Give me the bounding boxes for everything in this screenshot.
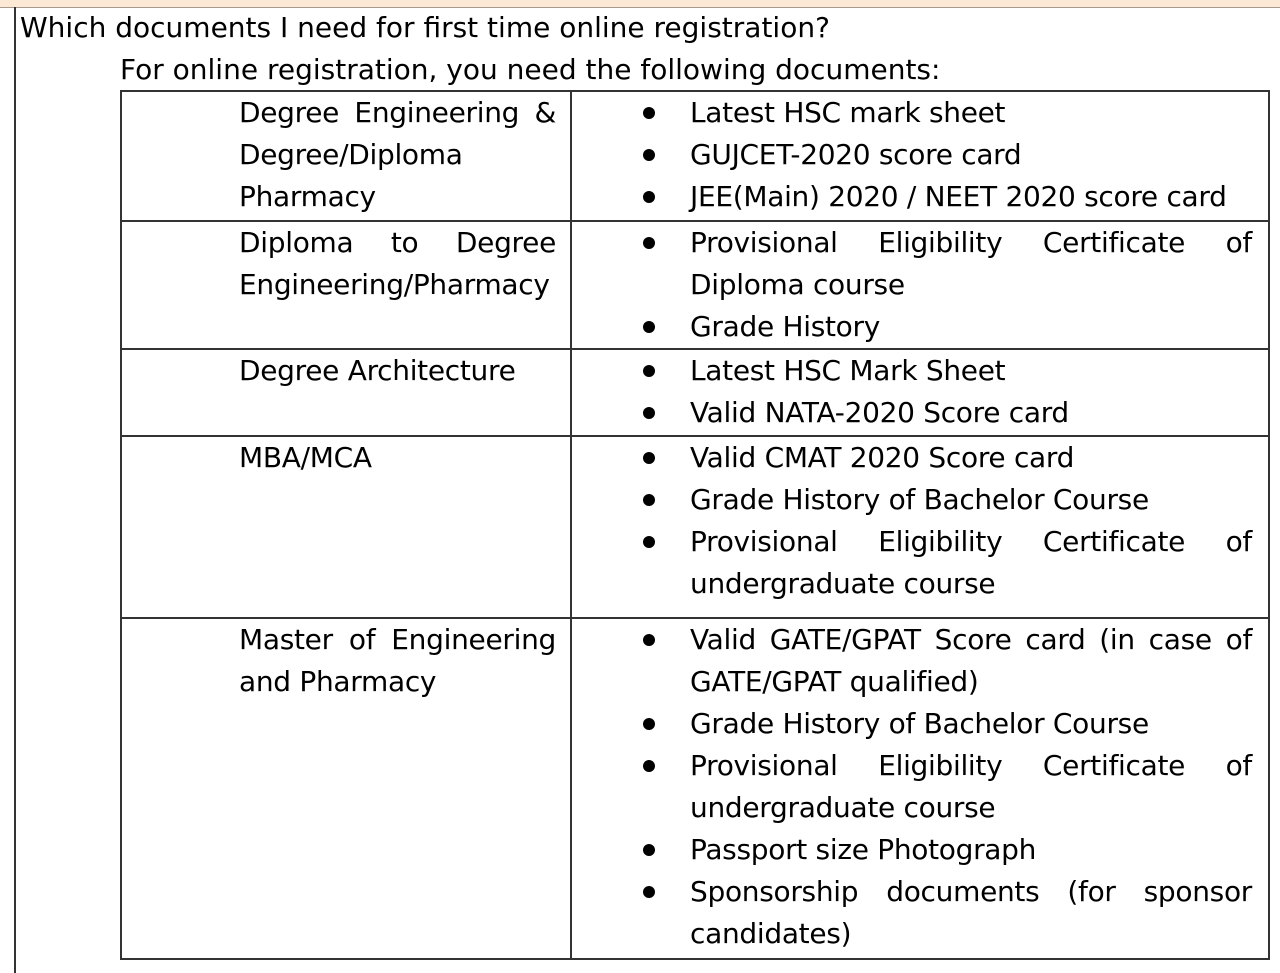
course-name: Degree Engineering & Degree/Diploma Pharmacy <box>239 96 556 213</box>
document-text: Latest HSC mark sheet <box>690 96 1006 129</box>
list-item <box>572 437 1268 479</box>
course-cell <box>121 618 571 959</box>
document-text: Sponsorship documents (for sponsor candidates) <box>690 875 1252 950</box>
list-item <box>572 176 1268 218</box>
documents-cell <box>571 618 1269 959</box>
documents-cell <box>571 221 1269 349</box>
documents-list <box>572 619 1268 955</box>
document-text: Valid NATA-2020 Score card <box>690 396 1069 429</box>
bullet-icon <box>643 237 655 249</box>
list-item <box>572 871 1268 955</box>
document-text: Grade History of Bachelor Course <box>690 707 1149 740</box>
bullet-icon <box>643 321 655 333</box>
document-text: GUJCET-2020 score card <box>690 138 1022 171</box>
table-row <box>121 436 1269 618</box>
list-item <box>572 350 1268 392</box>
course-name: MBA/MCA <box>239 441 372 474</box>
list-item <box>572 222 1268 306</box>
bullet-icon <box>643 886 655 898</box>
list-item <box>572 521 1268 605</box>
bullet-icon <box>643 407 655 419</box>
document-text: Provisional Eligibility Certificate of undergraduate course <box>690 525 1252 600</box>
documents-table <box>120 90 1270 960</box>
bullet-icon <box>643 844 655 856</box>
bullet-icon <box>643 452 655 464</box>
course-name: Diploma to Degree Engineering/Pharmacy <box>239 226 556 301</box>
table-row <box>121 91 1269 221</box>
document-text: Provisional Eligibility Certificate of Diploma course <box>690 226 1252 301</box>
document-text: Valid CMAT 2020 Score card <box>690 441 1075 474</box>
course-cell <box>121 91 571 221</box>
table-row <box>121 349 1269 436</box>
bullet-icon <box>643 494 655 506</box>
document-text: Passport size Photograph <box>690 833 1037 866</box>
list-item <box>572 703 1268 745</box>
document-text: Grade History of Bachelor Course <box>690 483 1149 516</box>
course-cell <box>121 349 571 436</box>
bullet-icon <box>643 634 655 646</box>
faq-question: Which documents I need for first time online registration? <box>20 11 830 44</box>
course-name: Degree Architecture <box>239 354 516 387</box>
faq-answer-intro: For online registration, you need the following documents: <box>120 53 941 86</box>
list-item <box>572 92 1268 134</box>
documents-cell <box>571 91 1269 221</box>
list-item <box>572 392 1268 434</box>
documents-list <box>572 437 1268 605</box>
list-item <box>572 134 1268 176</box>
documents-cell <box>571 349 1269 436</box>
documents-cell <box>571 436 1269 618</box>
documents-list <box>572 222 1268 348</box>
list-item <box>572 306 1268 348</box>
document-text: Latest HSC Mark Sheet <box>690 354 1006 387</box>
bullet-icon <box>643 191 655 203</box>
bullet-icon <box>643 760 655 772</box>
table-row <box>121 221 1269 349</box>
documents-list <box>572 92 1268 218</box>
bullet-icon <box>643 107 655 119</box>
bullet-icon <box>643 718 655 730</box>
document-text: Valid GATE/GPAT Score card (in case of GATE/GPAT qualified) <box>690 623 1252 698</box>
course-cell <box>121 221 571 349</box>
list-item <box>572 619 1268 703</box>
document-text: JEE(Main) 2020 / NEET 2020 score card <box>690 180 1227 213</box>
document-text: Grade History <box>690 310 880 343</box>
documents-list <box>572 350 1268 434</box>
bullet-icon <box>643 149 655 161</box>
course-cell <box>121 436 571 618</box>
document-text: Provisional Eligibility Certificate of undergraduate course <box>690 749 1252 824</box>
bullet-icon <box>643 365 655 377</box>
list-item <box>572 745 1268 829</box>
bullet-icon <box>643 536 655 548</box>
course-name: Master of Engineering and Pharmacy <box>239 623 556 698</box>
list-item <box>572 479 1268 521</box>
table-row <box>121 618 1269 959</box>
list-item <box>572 829 1268 871</box>
